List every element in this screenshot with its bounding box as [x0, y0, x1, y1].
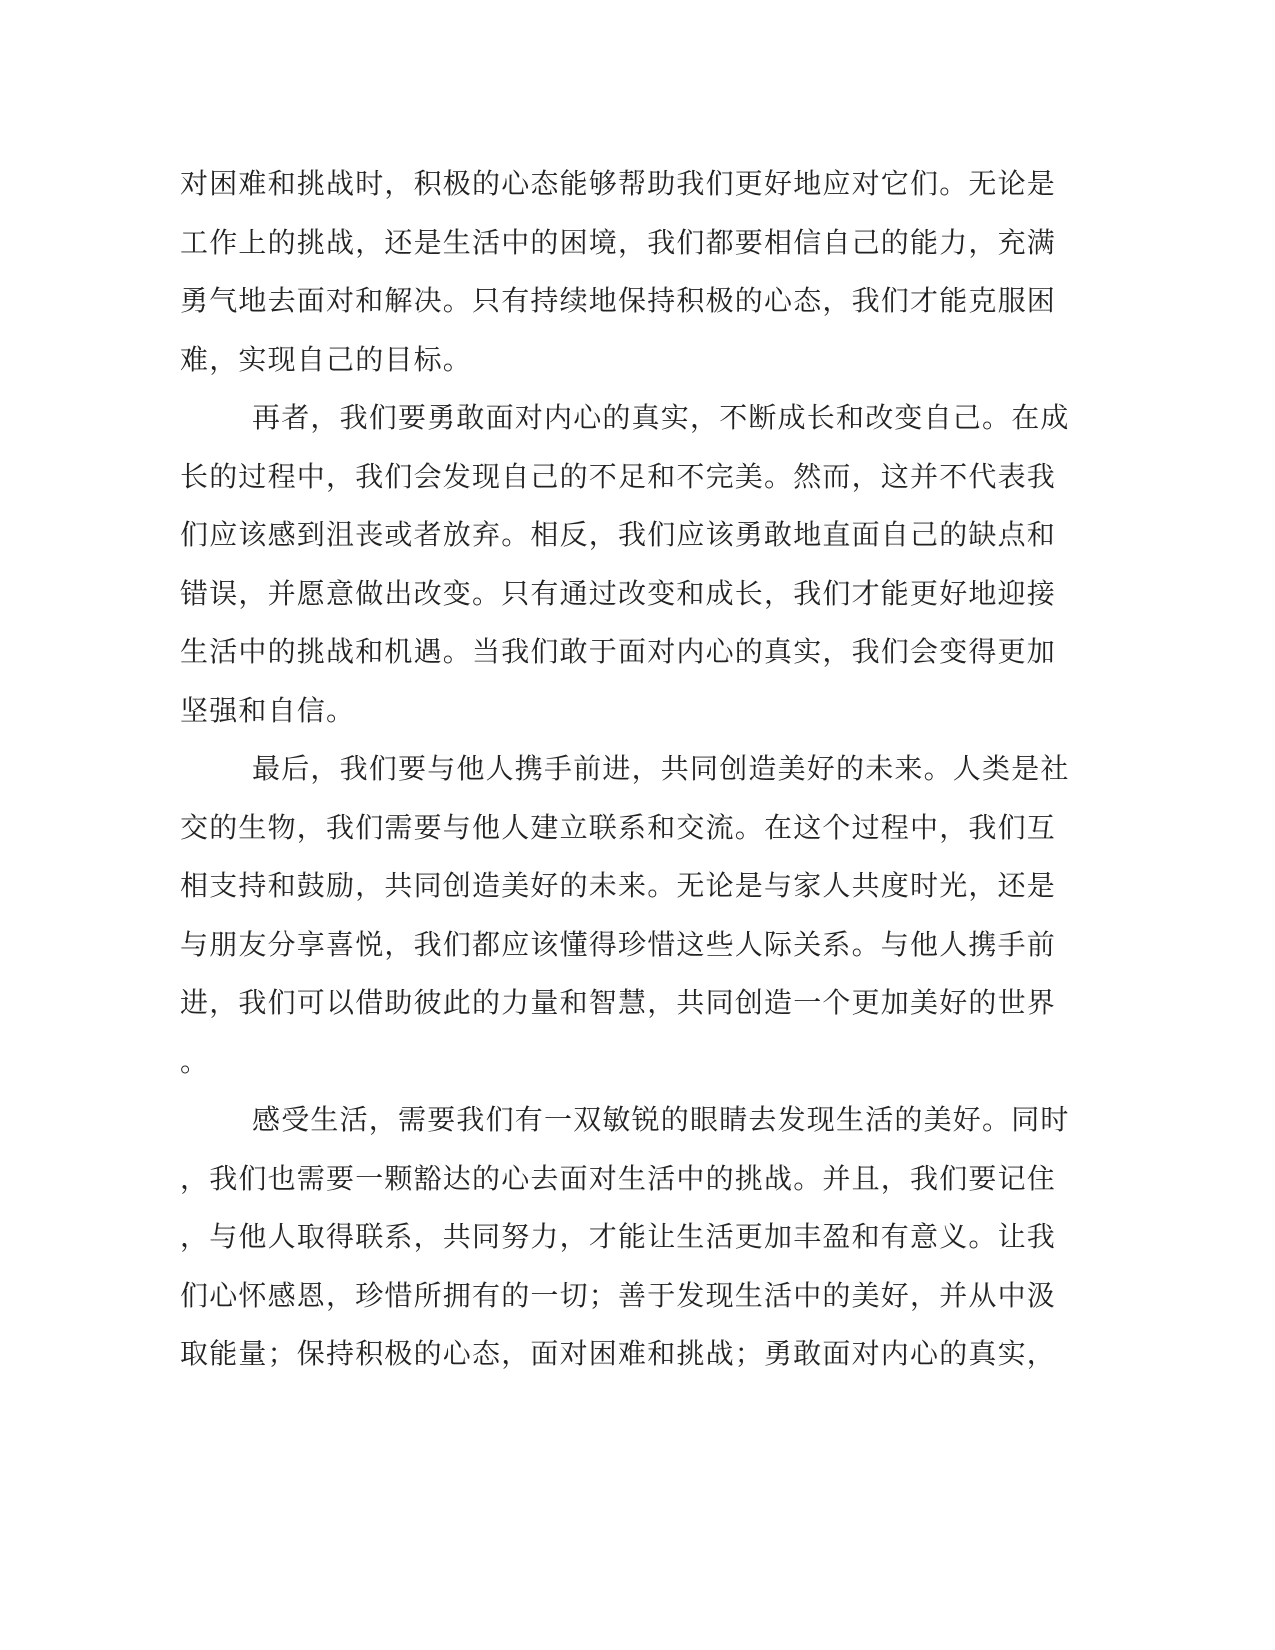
- text-line: 勇气地去面对和解决。只有持续地保持积极的心态，我们才能克服困: [180, 284, 1057, 317]
- text-line: 相支持和鼓励，共同创造美好的未来。无论是与家人共度时光，还是: [180, 869, 1057, 902]
- text-line: 再者，我们要勇敢面对内心的真实，不断成长和改变自己。在成: [252, 401, 1070, 434]
- text-line: 们心怀感恩，珍惜所拥有的一切；善于发现生活中的美好，并从中汲: [180, 1278, 1057, 1312]
- text-line: 交的生物，我们需要与他人建立联系和交流。在这个过程中，我们互: [180, 810, 1057, 844]
- paragraph-4: [180, 1091, 1070, 1384]
- text-line: 与朋友分享喜悦，我们都应该懂得珍惜这些人际关系。与他人携手前: [180, 927, 1057, 961]
- text-line: 取能量；保持积极的心态，面对困难和挑战；勇敢面对内心的真实，: [180, 1337, 1057, 1370]
- text-line: 坚强和自信。: [180, 693, 356, 727]
- text-line: 感受生活，需要我们有一双敏锐的眼睛去发现生活的美好。同时: [252, 1103, 1070, 1136]
- text-line: ，我们也需要一颗豁达的心去面对生活中的挑战。并且，我们要记住: [180, 1161, 1057, 1195]
- text-line: 长的过程中，我们会发现自己的不足和不完美。然而，这并不代表我: [180, 459, 1057, 493]
- text-line: ，与他人取得联系，共同努力，才能让生活更加丰盈和有意义。让我: [180, 1220, 1057, 1253]
- paragraph-3: [180, 740, 1070, 1091]
- paragraph-2: [180, 389, 1070, 740]
- paragraph-1: [180, 155, 1057, 389]
- text-line: 对困难和挑战时，积极的心态能够帮助我们更好地应对它们。无论是: [180, 167, 1057, 200]
- text-line: 最后，我们要与他人携手前进，共同创造美好的未来。人类是社: [252, 752, 1070, 785]
- text-line: 生活中的挑战和机遇。当我们敢于面对内心的真实，我们会变得更加: [180, 635, 1057, 668]
- text-line: 。: [180, 1044, 210, 1078]
- text-line: 工作上的挑战，还是生活中的困境，我们都要相信自己的能力，充满: [180, 225, 1057, 259]
- text-line: 们应该感到沮丧或者放弃。相反，我们应该勇敢地直面自己的缺点和: [180, 518, 1057, 551]
- text-line: 难，实现自己的目标。: [180, 342, 473, 376]
- document-page: [180, 155, 1070, 1384]
- text-line: 进，我们可以借助彼此的力量和智慧，共同创造一个更加美好的世界: [180, 986, 1057, 1019]
- text-line: 错误，并愿意做出改变。只有通过改变和成长，我们才能更好地迎接: [180, 576, 1057, 610]
